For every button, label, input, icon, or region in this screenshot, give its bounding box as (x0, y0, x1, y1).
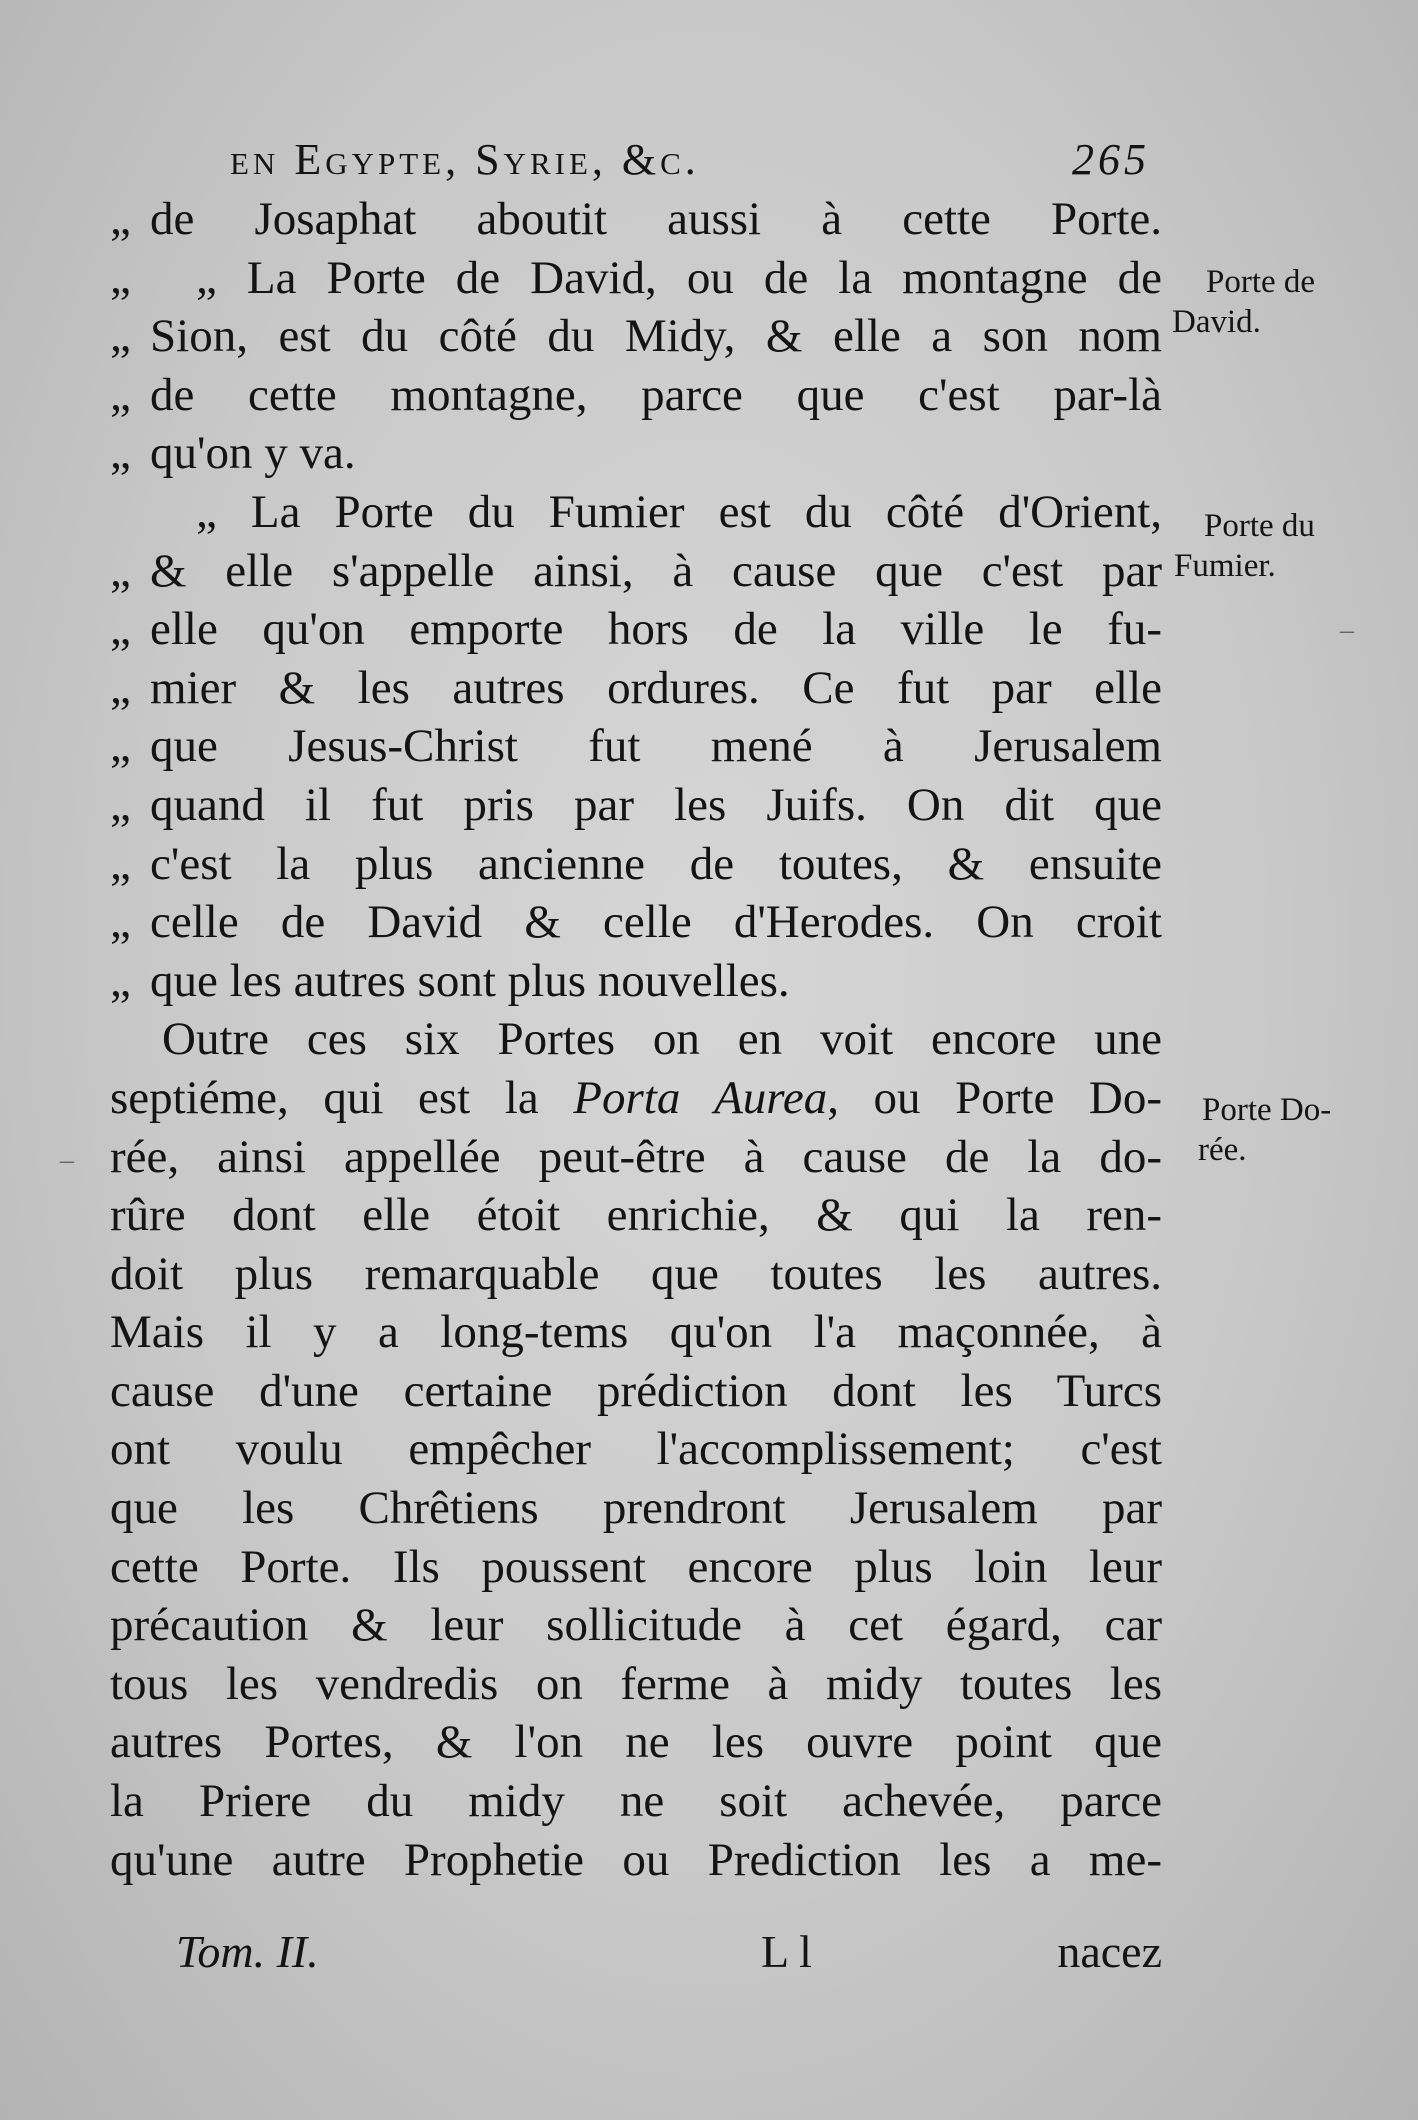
text-line: „ c'est la plus ancienne de toutes, & ensuite (110, 835, 1162, 894)
text-line: „ Sion, est du côté du Midy, & elle a son nom (110, 307, 1162, 366)
text-line: ont voulu empêcher l'accomplissement; c'est (110, 1423, 1162, 1476)
quote-mark: „ (110, 778, 131, 831)
quote-mark: „ (110, 661, 131, 714)
quote-mark: „ (110, 720, 131, 773)
text-line: que les Chrêtiens prendront Jerusalem par (110, 1482, 1162, 1535)
text-line: cause d'une certaine prédiction dont les Turcs (110, 1364, 1162, 1417)
margin-dash-mark: – (60, 1145, 74, 1176)
quote-mark: „ (110, 954, 131, 1007)
text-line: autres Portes, & l'on ne les ouvre point que (110, 1716, 1162, 1769)
page-number: 265 (1072, 135, 1150, 184)
margin-note-porte-de-david: Porte de David. (1172, 264, 1316, 340)
margin-dash-mark: – (1340, 615, 1354, 646)
text-line: la Priere du midy ne soit achevée, parce (110, 1775, 1162, 1828)
text-line: doit plus remarquable que toutes les autres. (110, 1247, 1162, 1300)
text-line: précaution & leur sollicitude à cet égard, car (110, 1599, 1162, 1652)
text-line: „ de Josaphat aboutit aussi à cette Porte. (110, 190, 1162, 249)
signature-mark: Ll (761, 1926, 822, 1977)
text-line: Mais il y a long-tems qu'on l'a maçonnée, à (110, 1306, 1162, 1359)
volume-mark: Tom. II. (176, 1926, 319, 1977)
text-line: Outre ces six Portes on en voit encore une (162, 1013, 1162, 1066)
text-line: „ elle qu'on emporte hors de la ville le fu- (110, 600, 1162, 659)
margin-note-porte-du-fumier: Porte du Fumier. (1174, 508, 1315, 584)
catchword: nacez (1057, 1926, 1162, 1977)
margin-note-porte-doree: Porte Do- rée. (1198, 1092, 1332, 1168)
text-line: qu'une autre Prophetie ou Prediction les a me- (110, 1833, 1162, 1886)
page-header (230, 134, 1150, 194)
body-text (110, 190, 1162, 1889)
text-line: cette Porte. Ils poussent encore plus loin leur (110, 1540, 1162, 1593)
quote-mark: „ (110, 193, 131, 245)
text-line: „ que Jesus-Christ fut mené à Jerusalem (110, 717, 1162, 776)
text-line: „ que les autres sont plus nouvelles. (110, 952, 1162, 1011)
quote-mark: „ (110, 544, 131, 597)
quote-mark: „ (110, 603, 131, 656)
text-line: tous les vendredis on ferme à midy toutes les (110, 1657, 1162, 1710)
quote-mark: „ (110, 251, 131, 304)
quote-mark: „ (110, 837, 131, 890)
text-line: „ celle de David & celle d'Herodes. On croit (110, 893, 1162, 952)
text-line: septiéme, qui est la Porta Aurea, ou Porte Do- (110, 1071, 1162, 1124)
page-footer (176, 1922, 1162, 1982)
text-line: „ de cette montagne, parce que c'est par-là (110, 366, 1162, 425)
quote-mark: „ (110, 427, 131, 480)
text-line: „ quand il fut pris par les Juifs. On dit que (110, 776, 1162, 835)
text-line: rûre dont elle étoit enrichie, & qui la ren- (110, 1189, 1162, 1242)
quote-mark: „ (110, 896, 131, 949)
italic-term: Porta Aurea (573, 1071, 828, 1124)
running-title: en Egypte, Syrie, &c. (230, 135, 700, 184)
text-line: „ & elle s'appelle ainsi, à cause que c'est par (110, 542, 1162, 601)
text-line: „ La Porte du Fumier est du côté d'Orient, (196, 485, 1162, 538)
quote-mark: „ (110, 368, 131, 421)
text-line: rée, ainsi appellée peut-être à cause de la do- (110, 1130, 1162, 1183)
text-line: „ mier & les autres ordures. Ce fut par elle (110, 659, 1162, 718)
quote-mark: „ (110, 310, 131, 363)
text-line: „ qu'on y va. (110, 424, 1162, 483)
text-line: „ „ La Porte de David, ou de la montagne de (110, 249, 1162, 308)
